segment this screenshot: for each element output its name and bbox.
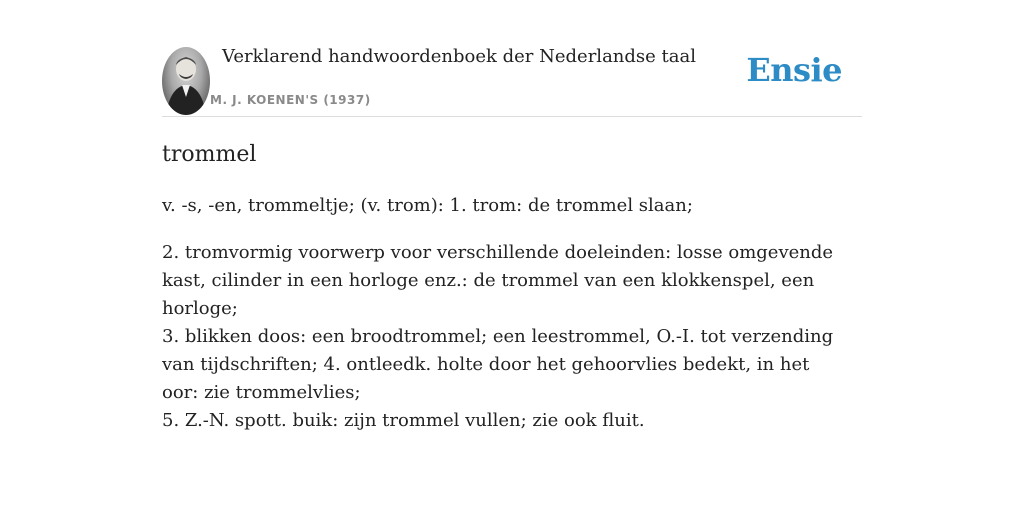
definition-paragraph [162, 192, 842, 220]
author-label: M. J. KOENEN'S (1937) [210, 93, 371, 107]
author-portrait-icon [162, 47, 210, 115]
definition-line: 5. Z.-N. spott. buik: zijn trommel vullen; zie ook fluit. [162, 410, 645, 431]
entry-content [162, 140, 842, 454]
definition-paragraph [162, 239, 842, 435]
definition-line: v. -s, -en, trommeltje; (v. trom): 1. trom: de trommel slaan; [162, 195, 693, 216]
header [162, 40, 862, 117]
entry-headword: trommel [162, 142, 257, 167]
book-title: Verklarend handwoordenboek der Nederlandse taal [222, 46, 696, 67]
brand-logo[interactable]: Ensie [746, 51, 842, 89]
definition-line: 3. blikken doos: een broodtrommel; een leestrommel, O.-I. tot verzending van tijdschriften; 4. ontleedk. holte door het gehoorvlies bedekt, in het oor: zie trommelvlies; [162, 326, 834, 403]
definition-line: 2. tromvormig voorwerp voor verschillende doeleinden: losse omgevende kast, cilinder in een horloge enz.: de trommel van een klokkenspel, een horloge; [162, 242, 834, 319]
